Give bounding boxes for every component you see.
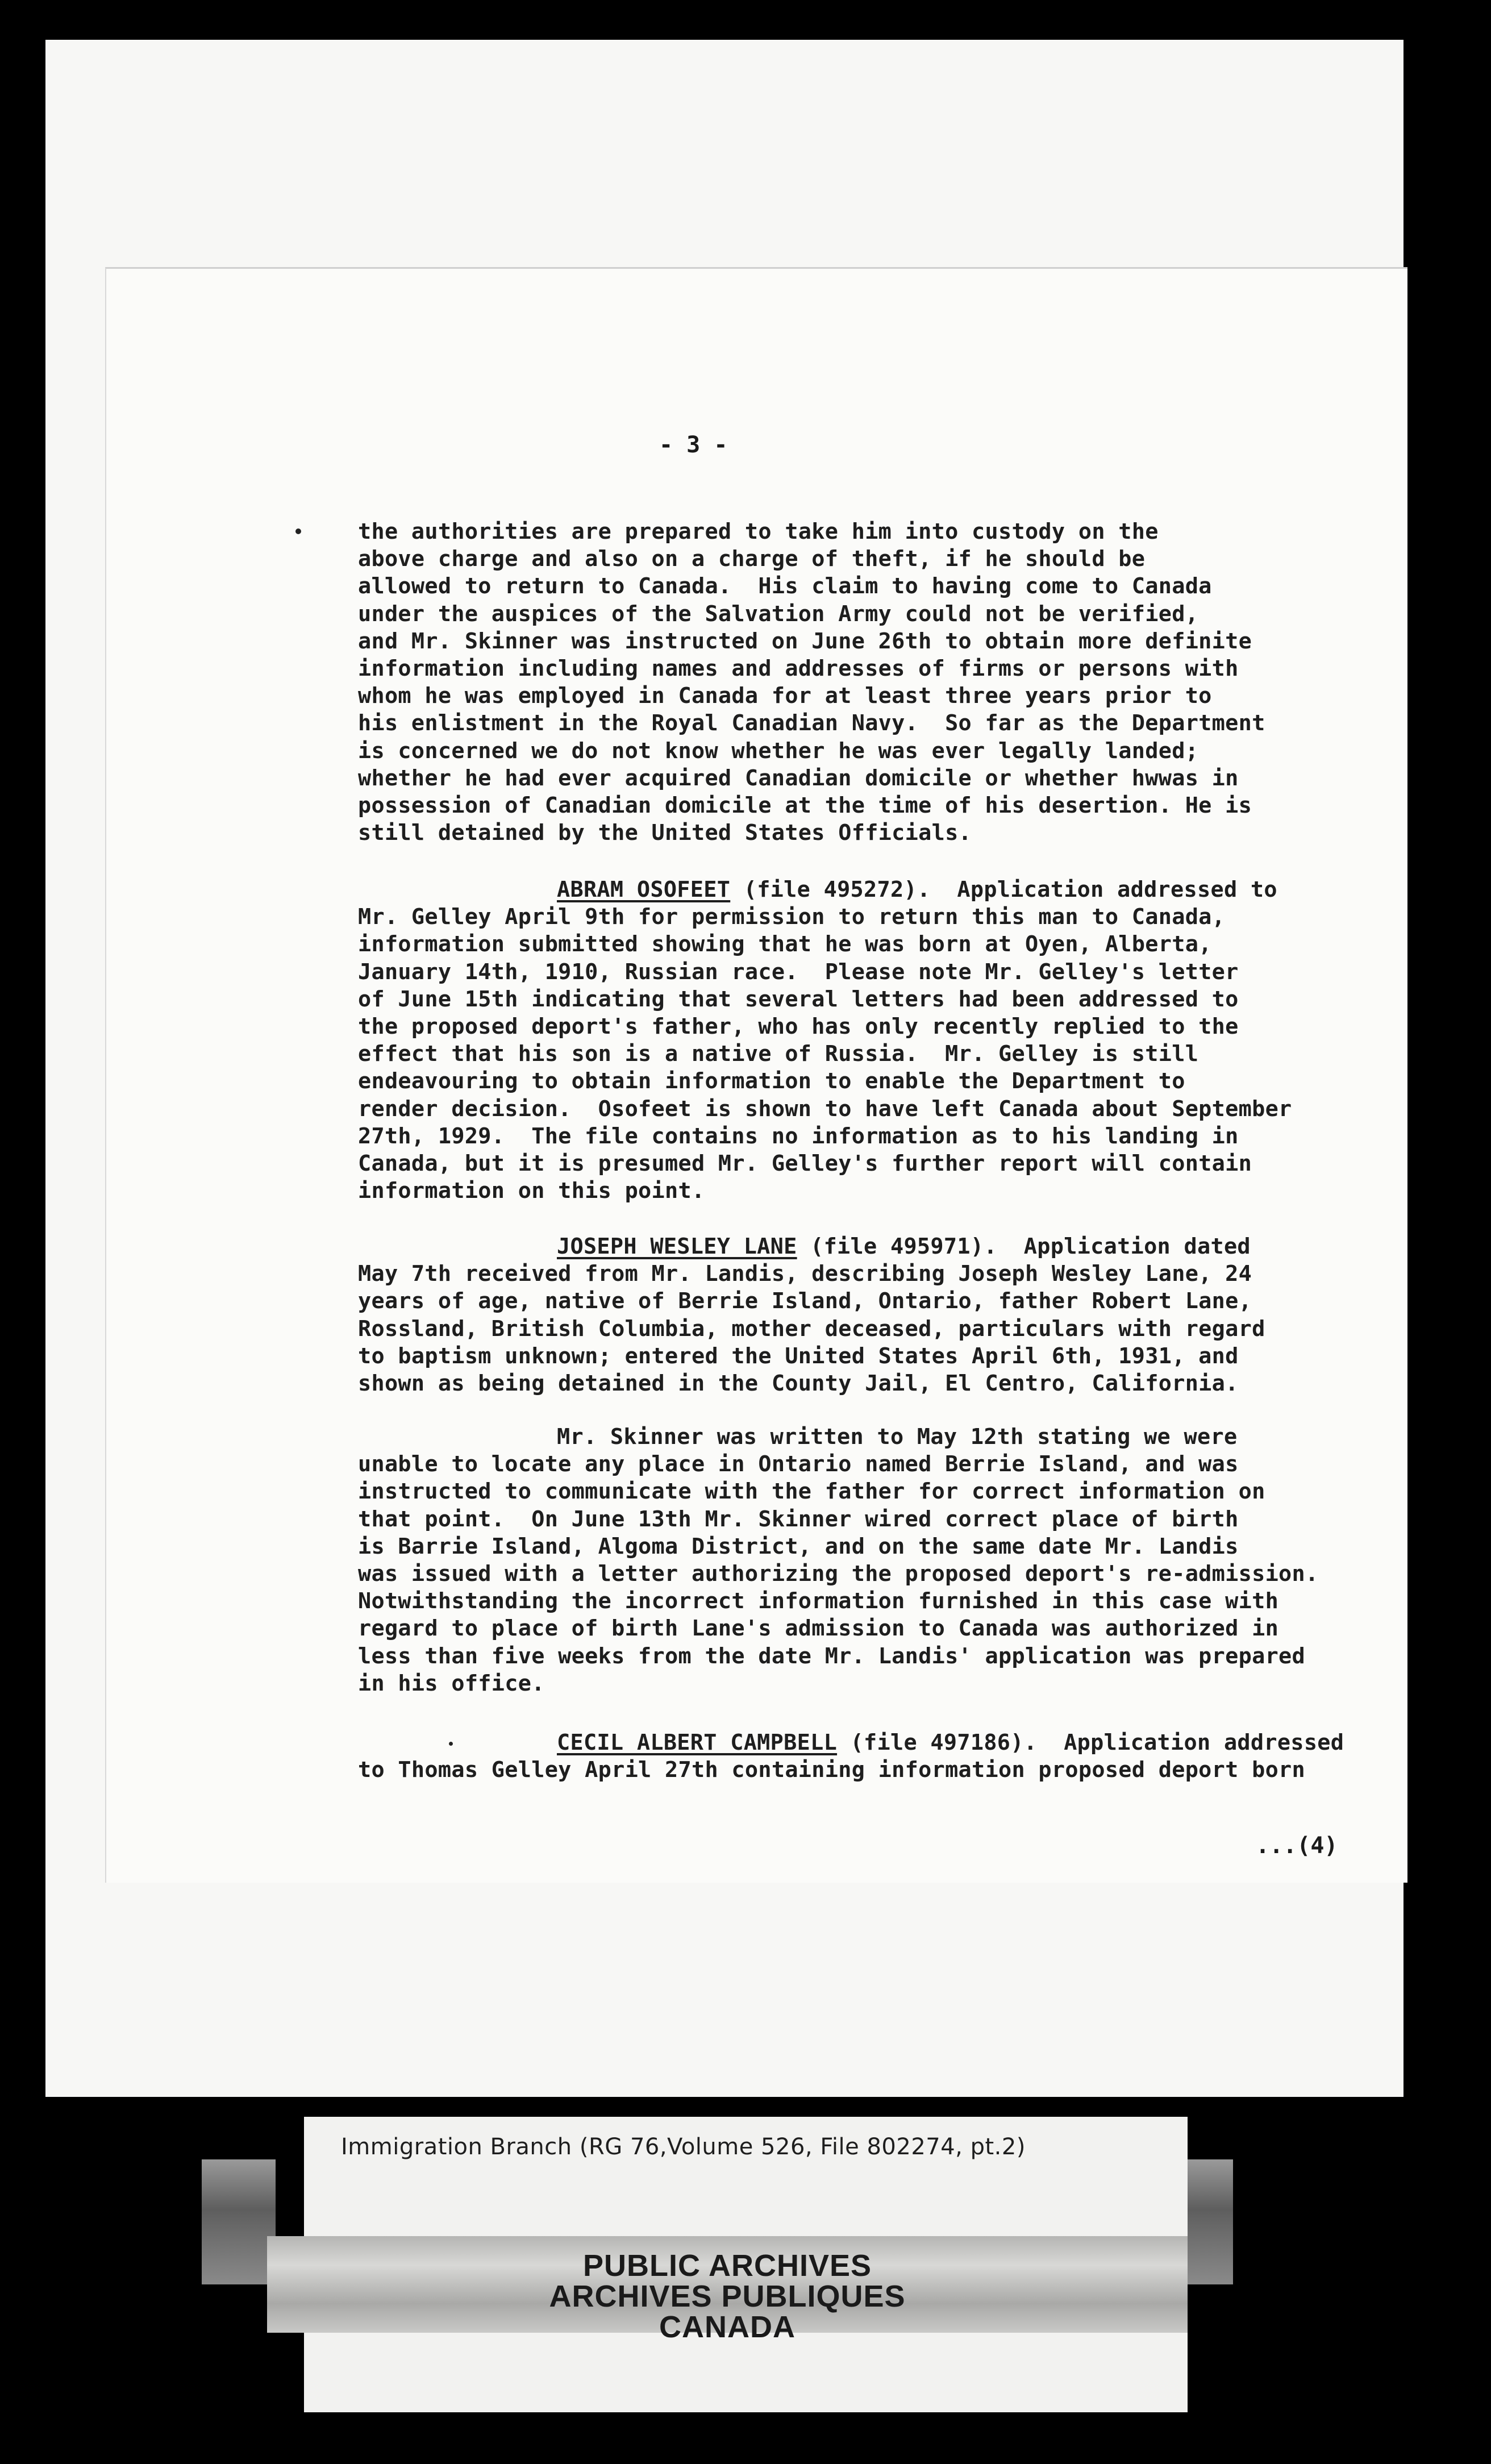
text-fragment: (file 495971). Application dated — [797, 1234, 1251, 1259]
text-line: less than five weeks from the date Mr. Landis' application was prepared — [358, 1643, 1306, 1669]
text-line: instructed to communicate with the father for correct information on — [358, 1479, 1265, 1505]
text-line: is Barrie Island, Algoma District, and on the same date Mr. Landis — [358, 1533, 1239, 1559]
text-line: still detained by the United States Officials. — [358, 820, 972, 846]
text-line: in his office. — [358, 1670, 545, 1696]
text-line: and Mr. Skinner was instructed on June 26th to obtain more definite — [358, 628, 1252, 654]
tape-left — [202, 2159, 276, 2284]
paragraph-continued — [358, 518, 1381, 847]
text-line — [358, 1233, 1381, 1260]
text-line: under the auspices of the Salvation Army could not be verified, — [358, 601, 1199, 627]
text-line: to Thomas Gelley April 27th containing information proposed deport born — [358, 1757, 1306, 1783]
case-name: ABRAM OSOFEET — [557, 877, 731, 902]
text-line: shown as being detained in the County Jail, El Centro, California. — [358, 1371, 1239, 1397]
text-line: effect that his son is a native of Russia. Mr. Gelley is still — [358, 1041, 1199, 1067]
text-line: information on this point. — [358, 1178, 705, 1204]
text-line: January 14th, 1910, Russian race. Please note Mr. Gelley's letter — [358, 959, 1239, 985]
paragraph-osofeet — [358, 876, 1381, 1205]
text-line: above charge and also on a charge of theft, if he should be — [358, 546, 1146, 572]
archive-citation: Immigration Branch (RG 76,Volume 526, File 802274, pt.2) — [341, 2134, 1026, 2160]
paragraph-skinner — [358, 1424, 1381, 1697]
text-line: Canada, but it is presumed Mr. Gelley's further report will contain — [358, 1151, 1252, 1177]
text-line: whether he had ever acquired Canadian domicile or whether hwwas in — [358, 765, 1239, 791]
text-fragment: (file 495272). Application addressed to — [730, 877, 1277, 902]
stray-mark — [295, 528, 301, 534]
text-line: render decision. Osofeet is shown to have left Canada about September — [358, 1096, 1292, 1122]
text-line: Mr. Gelley April 9th for permission to return this man to Canada, — [358, 904, 1226, 930]
text-line: the proposed deport's father, who has only recently replied to the — [358, 1014, 1239, 1040]
stamp-line: ARCHIVES PUBLIQUES — [549, 2279, 906, 2313]
text-line: May 7th received from Mr. Landis, describing Joseph Wesley Lane, 24 — [358, 1261, 1252, 1287]
text-line: whom he was employed in Canada for at least three years prior to — [358, 683, 1212, 709]
text-line: of June 15th indicating that several letters had been addressed to — [358, 986, 1239, 1012]
text-line — [358, 1729, 1381, 1757]
text-line: information including names and addresses of firms or persons with — [358, 656, 1239, 682]
text-line: allowed to return to Canada. His claim to having come to Canada — [358, 573, 1212, 600]
text-line: Notwithstanding the incorrect information furnished in this case with — [358, 1588, 1279, 1614]
stamp-line: PUBLIC ARCHIVES — [582, 2249, 872, 2283]
stamp-line: CANADA — [659, 2310, 796, 2344]
text-line: that point. On June 13th Mr. Skinner wired correct place of birth — [358, 1506, 1239, 1532]
text-fragment: (file 497186). Application addressed — [837, 1730, 1344, 1755]
case-name: JOSEPH WESLEY LANE — [557, 1234, 797, 1259]
paragraph-lane — [358, 1233, 1381, 1397]
case-name: CECIL ALBERT CAMPBELL — [557, 1730, 838, 1755]
text-line: regard to place of birth Lane's admission to Canada was authorized in — [358, 1616, 1279, 1642]
page-number: - 3 - — [659, 432, 728, 458]
continuation-marker: ...(4) — [1256, 1833, 1338, 1859]
archives-stamp — [528, 2250, 926, 2342]
text-line: unable to locate any place in Ontario named Berrie Island, and was — [358, 1451, 1239, 1477]
text-line: possession of Canadian domicile at the time of his desertion. He is — [358, 793, 1252, 819]
paragraph-campbell — [358, 1729, 1381, 1784]
text-line: Mr. Skinner was written to May 12th stating we were — [557, 1424, 1238, 1450]
text-line: Rossland, British Columbia, mother deceased, particulars with regard — [358, 1316, 1265, 1342]
text-line: 27th, 1929. The file contains no information as to his landing in — [358, 1123, 1239, 1149]
text-line: years of age, native of Berrie Island, Ontario, father Robert Lane, — [358, 1288, 1252, 1314]
text-line — [358, 876, 1381, 904]
text-line: the authorities are prepared to take him into custody on the — [358, 519, 1159, 544]
text-line: was issued with a letter authorizing the proposed deport's re-admission. — [358, 1561, 1319, 1587]
text-line: to baptism unknown; entered the United States April 6th, 1931, and — [358, 1343, 1239, 1369]
text-line: his enlistment in the Royal Canadian Navy. So far as the Department — [358, 710, 1265, 736]
text-line: endeavouring to obtain information to enable the Department to — [358, 1068, 1185, 1094]
text-line: is concerned we do not know whether he was ever legally landed; — [358, 738, 1199, 764]
text-line: information submitted showing that he was born at Oyen, Alberta, — [358, 931, 1212, 958]
